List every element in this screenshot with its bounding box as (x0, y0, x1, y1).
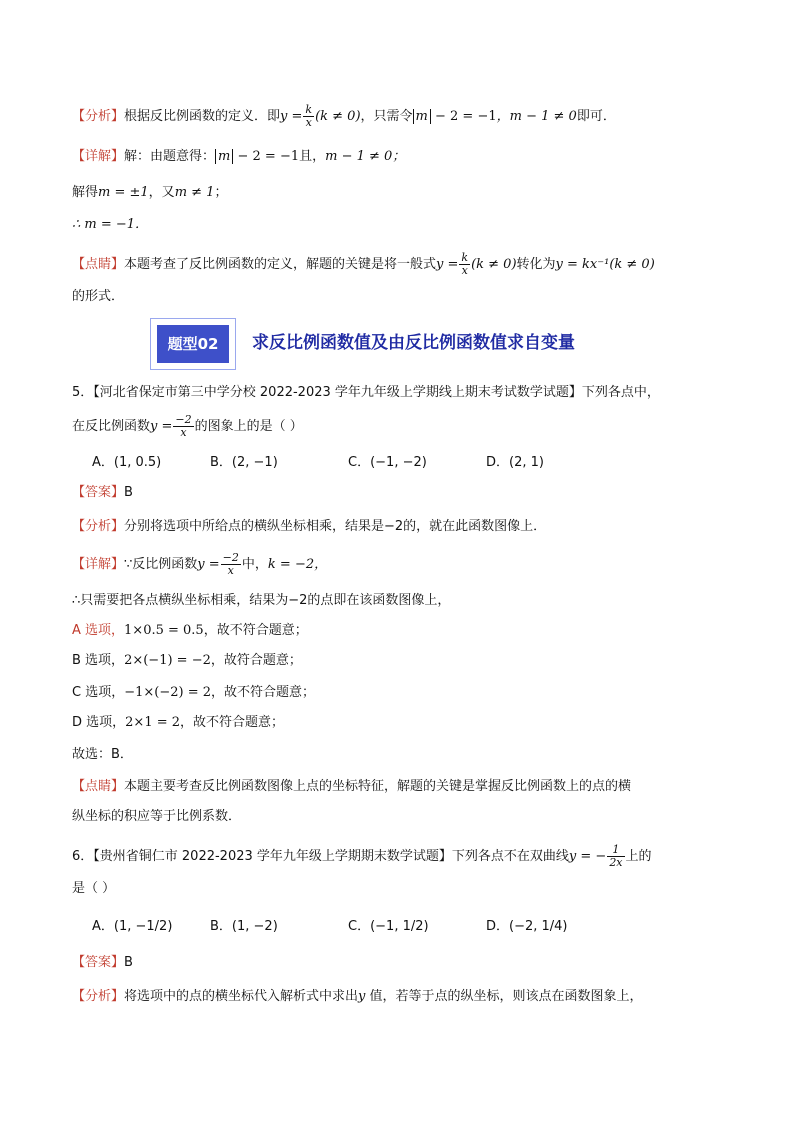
fraction-k-over-x: $\frac{k}{x}$ (305, 103, 313, 129)
q6-option-d: D．(−2, 1/4) (486, 919, 568, 934)
q5-option-b: B．(2, −1) (210, 455, 278, 470)
detail-tag: 【详解】 (72, 557, 125, 572)
q6-option-b: B．(1, −2) (210, 919, 278, 934)
analysis-tag: 【分析】 (72, 109, 125, 124)
section-badge (150, 318, 236, 370)
abs-m: m (413, 109, 431, 124)
q5-comment-line-2: 纵坐标的积应等于比例系数． (72, 809, 242, 824)
q5-option-d: D．(2, 1) (486, 455, 544, 470)
q6-option-a: A．(1, −1/2) (92, 919, 173, 934)
answer-tag: 【答案】 (72, 485, 125, 500)
comment-tag: 【点睛】 (72, 257, 125, 272)
q6-analysis-line: 【分析】将选项中的点的横坐标代入解析式中求出y 值，若等于点的纵坐标，则该点在函数图象上， (72, 989, 643, 1004)
analysis-tag: 【分析】 (72, 989, 125, 1004)
p4-solve-line: 解得m = ±1，又m ≠ 1； (72, 185, 228, 200)
q5-detail-line: 【详解】∵反比例函数y = $\frac{-2}{x}$ 中，k = −2， (72, 551, 328, 577)
q5-detail-line-2: ∴只需要把各点横纵坐标相乘，结果为−2的点即在该函数图像上， (72, 593, 451, 608)
q6-stem-line-1: 6．【贵州省铜仁市 2022-2023 学年九年级上学期期末数学试题】下列各点不在双曲线y = − $\frac{1}{2x}$ 上的 (72, 843, 652, 869)
p4-comment-line: 【点睛】本题考查了反比例函数的定义，解题的关键是将一般式y = $\frac{k}{x}$ (k ≠ 0)转化为y = kx⁻¹(k ≠ 0) (72, 251, 655, 277)
p4-therefore-line: ∴ m = −1． (72, 217, 149, 232)
q5-check-c: C 选项，−1×(−2) = 2，故不符合题意； (72, 685, 316, 700)
comment-tag: 【点睛】 (72, 779, 125, 794)
q5-stem-line-2: 在反比例函数y = $\frac{-2}{x}$ 的图象上的是（ ） (72, 413, 303, 439)
q5-analysis-line: 【分析】分别将选项中所给点的横纵坐标相乘，结果是−2的，就在此函数图像上． (72, 519, 547, 534)
fraction-neg2-over-x: $\frac{-2}{x}$ (175, 413, 192, 439)
p4-analysis-line: 【分析】根据反比例函数的定义．即y = $\frac{k}{x}$ (k ≠ 0)，只需令 m − 2 = −1，m − 1 ≠ 0即可． (72, 103, 616, 129)
analysis-tag: 【分析】 (72, 519, 125, 534)
q5-check-b: B 选项，2×(−1) = −2，故符合题意； (72, 653, 302, 668)
fraction-1-over-2x: $\frac{1}{2x}$ (609, 843, 623, 869)
p4-detail-line: 【详解】解：由题意得： m − 2 = −1且，m − 1 ≠ 0； (72, 149, 406, 164)
q6-answer-line: 【答案】B (72, 955, 133, 970)
q5-choose-line: 故选：B． (72, 747, 133, 762)
fraction-k-over-x: $\frac{k}{x}$ (461, 251, 469, 277)
q5-answer-line: 【答案】B (72, 485, 133, 500)
detail-tag: 【详解】 (72, 149, 125, 164)
q5-option-a: A．(1, 0.5) (92, 455, 162, 470)
p4-comment-line-2: 的形式． (72, 289, 125, 304)
answer-tag: 【答案】 (72, 955, 125, 970)
section-title: 求反比例函数值及由反比例函数值求自变量 (252, 333, 575, 353)
q6-stem-line-2: 是（ ） (72, 881, 116, 896)
section-badge-label: 题型02 (157, 325, 229, 363)
q5-comment-line: 【点睛】本题主要考查反比例函数图像上点的坐标特征，解题的关键是掌握反比例函数上的点的横 (72, 779, 632, 794)
q6-option-c: C．(−1, 1/2) (348, 919, 429, 934)
q5-check-a: A 选项，1×0.5 = 0.5，故不符合题意； (72, 623, 308, 638)
q5-stem-line-1: 5．【河北省保定市第三中学分校 2022-2023 学年九年级上学期线上期末考试数学试题】下列各点中， (72, 385, 660, 400)
abs-m: m (215, 149, 233, 164)
q5-option-c: C．(−1, −2) (348, 455, 427, 470)
fraction-neg2-over-x: $\frac{-2}{x}$ (222, 551, 239, 577)
q5-check-d: D 选项，2×1 = 2，故不符合题意； (72, 715, 285, 730)
